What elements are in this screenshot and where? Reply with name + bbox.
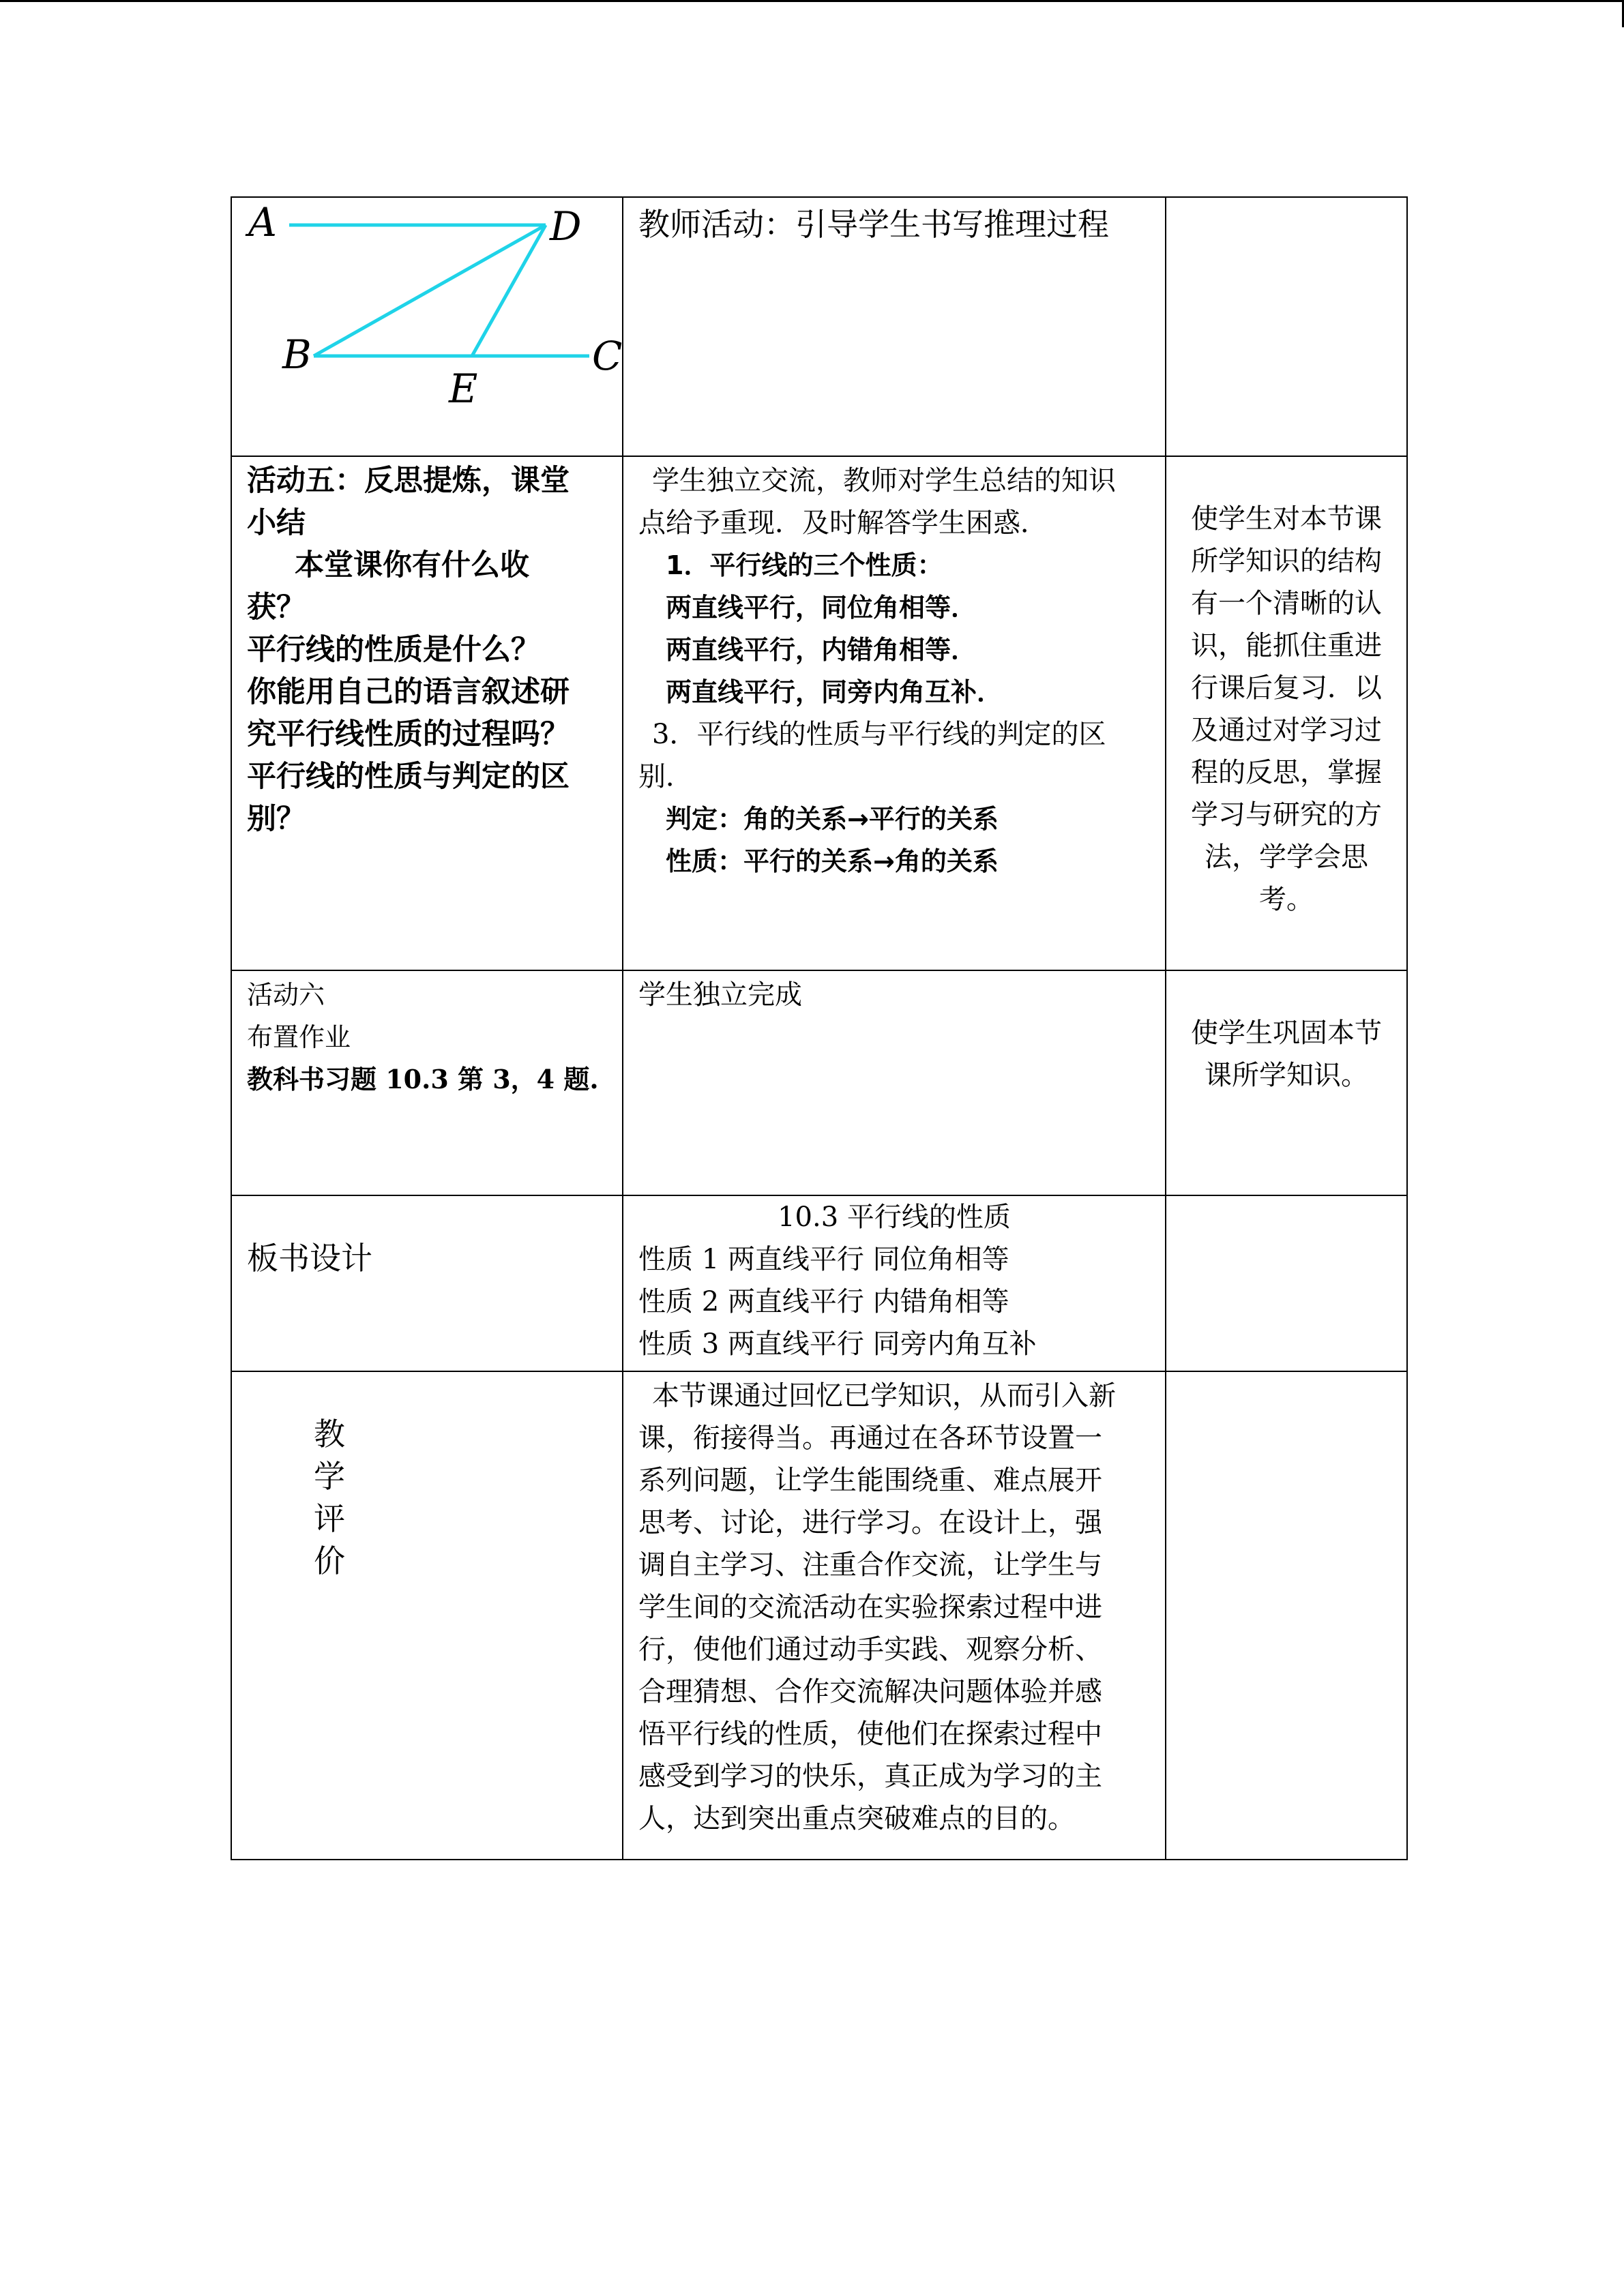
evaluation-line: 行，使他们通过动手实践、观察分析、 (638, 1634, 1102, 1665)
line-db (314, 225, 546, 356)
empty-cell (1166, 197, 1407, 456)
blackboard-label-cell (231, 1195, 623, 1371)
purpose-line: 程的反思，掌握 (1191, 757, 1382, 788)
blackboard-line: 性质 2 两直线平行 内错角相等 (638, 1286, 1009, 1317)
activity-five-title-line1: 活动五：反思提炼，课堂 (247, 464, 570, 498)
student-task-cell (623, 970, 1166, 1195)
question-describe-line2: 究平行线性质的过程吗？ (247, 717, 570, 751)
activity-six-title: 活动六 (247, 980, 325, 1010)
activity-five-title-line2: 小结 (247, 506, 306, 540)
homework-heading: 布置作业 (247, 1022, 351, 1052)
teacher-activity-cell (623, 197, 1166, 456)
evaluation-text-cell (623, 1371, 1166, 1860)
summary-prop-1: 两直线平行，同位角相等． (666, 593, 977, 623)
evaluation-line: 人，达到突出重点突破难点的目的。 (638, 1803, 1075, 1834)
teacher-activity-text: 教师活动：引导学生书写推理过程 (638, 206, 1109, 243)
question-difference-line1: 平行线的性质与判定的区 (247, 760, 570, 794)
evaluation-char: 教 (314, 1416, 345, 1452)
purpose-line: 有一个清晰的认 (1191, 588, 1382, 619)
blackboard-content-cell (623, 1195, 1166, 1371)
purpose-line: 学习与研究的方 (1191, 799, 1382, 831)
purpose-line: 法，学学会思 (1205, 841, 1368, 873)
page-top-border (0, 0, 1624, 2)
evaluation-char: 学 (314, 1458, 345, 1495)
question-gains-line2: 获？ (247, 591, 306, 625)
question-difference-line2: 别？ (247, 802, 306, 836)
table-row (231, 456, 1407, 970)
label-a: A (248, 199, 277, 245)
summary-prop-3: 两直线平行，同旁内角互补． (666, 677, 1003, 707)
summary-judgement: 判定：角的关系→平行的关系 (666, 804, 999, 834)
question-property: 平行线的性质是什么？ (247, 633, 540, 667)
summary-cell (623, 456, 1166, 970)
evaluation-line: 系列问题，让学生能围绕重、难点展开 (638, 1465, 1102, 1496)
consolidate-line: 课所学知识。 (1205, 1060, 1368, 1091)
table-row (231, 970, 1407, 1195)
summary-intro-line1: 学生独立交流，教师对学生总结的知识 (652, 465, 1116, 496)
blackboard-line: 性质 1 两直线平行 同位角相等 (638, 1244, 1009, 1275)
empty-cell (1166, 1195, 1407, 1371)
summary-property: 性质：平行的关系→角的关系 (666, 846, 999, 876)
evaluation-line: 学生间的交流活动在实验探索过程中进 (638, 1592, 1102, 1623)
evaluation-char: 评 (314, 1500, 345, 1537)
summary-item-3-line2: 别． (638, 761, 693, 792)
activity-six-cell (231, 970, 623, 1195)
purpose-cell (1166, 456, 1407, 970)
student-task-text: 学生独立完成 (638, 979, 802, 1011)
evaluation-line: 课，衔接得当。再通过在各环节设置一 (638, 1422, 1102, 1454)
blackboard-title: 10.3 平行线的性质 (778, 1202, 1011, 1233)
evaluation-line: 合理猜想、合作交流解决问题体验并感 (638, 1676, 1102, 1708)
evaluation-line: 感受到学习的快乐，真正成为学习的主 (638, 1761, 1102, 1792)
blackboard-line: 性质 3 两直线平行 同旁内角互补 (638, 1328, 1037, 1360)
homework-assignment: 教科书习题 10.3 第 3，4 题. (247, 1064, 599, 1094)
purpose-line: 及通过对学习过 (1191, 715, 1382, 746)
blackboard-heading: 板书设计 (247, 1240, 372, 1277)
purpose-line: 所学知识的结构 (1191, 546, 1382, 577)
summary-item-3-line1: 3．平行线的性质与平行线的判定的区 (652, 719, 1106, 750)
figure-cell (231, 197, 623, 456)
evaluation-char: 价 (314, 1542, 345, 1579)
question-gains-line1: 本堂课你有什么收 (295, 548, 529, 582)
evaluation-label-cell (231, 1371, 623, 1860)
evaluation-line: 调自主学习、注重合作交流，让学生与 (638, 1549, 1102, 1581)
consolidate-cell (1166, 970, 1407, 1195)
summary-intro-line2: 点给予重现．及时解答学生困惑． (638, 507, 1048, 539)
summary-prop-2: 两直线平行，内错角相等． (666, 635, 977, 665)
table-row (231, 1195, 1407, 1371)
purpose-line: 考。 (1259, 884, 1314, 915)
table-row (231, 1371, 1407, 1860)
evaluation-line: 思考、讨论，进行学习。在设计上，强 (638, 1507, 1102, 1538)
summary-item-1: 1．平行线的三个性质： (666, 550, 943, 580)
purpose-line: 行课后复习．以 (1191, 672, 1382, 704)
empty-cell (1166, 1371, 1407, 1860)
purpose-line: 识，能抓住重进 (1191, 630, 1382, 661)
evaluation-line: 悟平行线的性质，使他们在探索过程中 (638, 1718, 1102, 1750)
lesson-plan-table (231, 196, 1408, 1860)
consolidate-line: 使学生巩固本节 (1191, 1017, 1382, 1049)
activity-five-cell (231, 456, 623, 970)
label-d: D (550, 203, 582, 250)
purpose-line: 使学生对本节课 (1191, 503, 1382, 535)
label-c: C (592, 333, 623, 379)
question-describe-line1: 你能用自己的语言叙述研 (247, 675, 570, 709)
label-e: E (449, 366, 478, 412)
table-row (231, 197, 1407, 456)
parallel-lines-figure (232, 198, 623, 453)
evaluation-line: 本节课通过回忆已学知识，从而引入新 (652, 1380, 1116, 1412)
label-b: B (282, 331, 312, 378)
